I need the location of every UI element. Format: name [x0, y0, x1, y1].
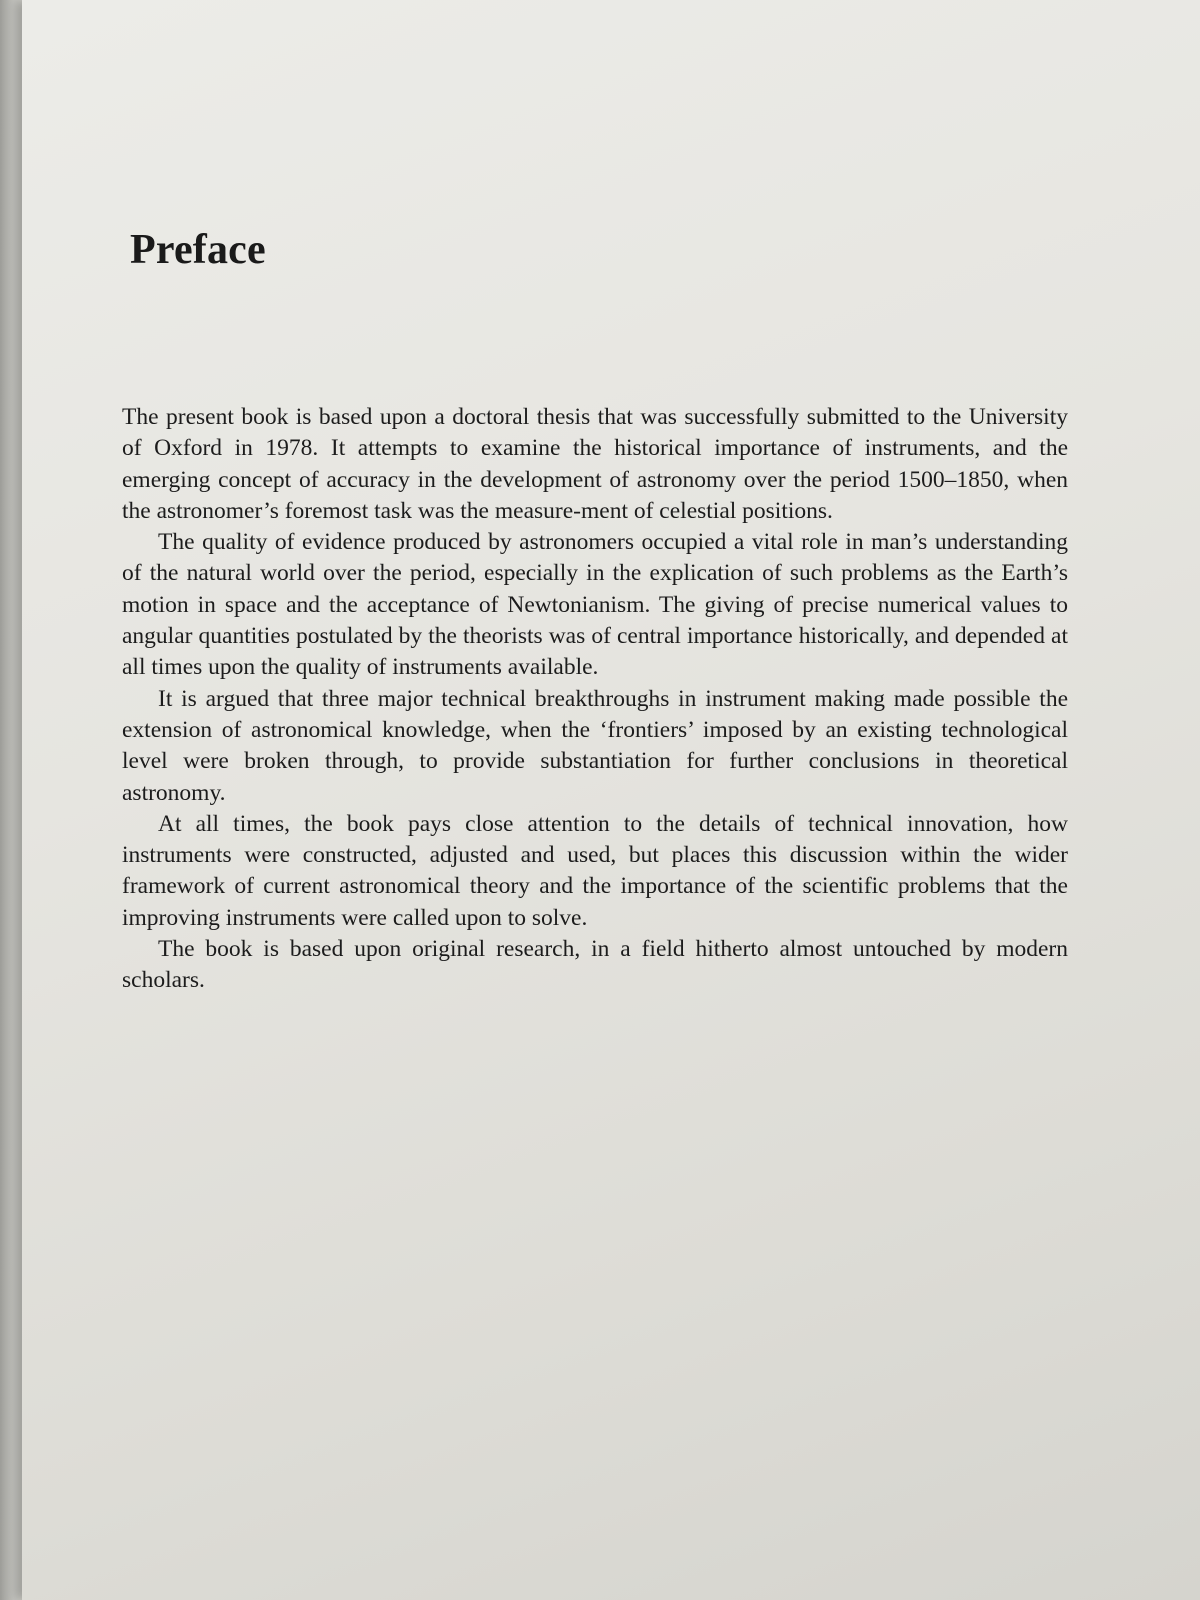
paragraph-3: It is argued that three major technical breakthroughs in instrument making made possible the extension of astronomical knowledge, when the ‘frontiers’ imposed by an existing technological level were broken through, to provide substantiation for further conclusions in theoretical astronomy. [122, 685, 1068, 806]
paragraph-5: The book is based upon original research, in a field hitherto almost untouched by modern scholars. [122, 936, 1068, 994]
paragraph-2: The quality of evidence produced by astronomers occupied a vital role in man’s understanding of the natural world over the period, especially in the explication of such problems as the Earth’s motion in space and the acceptance of Newtonianism. The giving of precise numerical values to angular quantities postulated by the theorists was of central importance historically, and depended at all times upon the quality of instruments available. [122, 529, 1068, 681]
preface-body [122, 402, 1068, 997]
page-title: Preface [130, 227, 266, 273]
paragraph-4: At all times, the book pays close attention to the details of technical innovation, how instruments were constructed, adjusted and used, but places this discussion within the wider framework of current astronomical theory and the importance of the scientific problems that the improving instruments were called upon to solve. [122, 810, 1068, 931]
paragraph-1: The present book is based upon a doctoral thesis that was successfully submitted to the University of Oxford in 1978. It attempts to examine the historical importance of instruments, and the emerging concept of accuracy in the development of astronomy over the period 1500–1850, when the astronomer’s foremost task was the measure-ment of celestial positions. [122, 404, 1068, 524]
book-page [22, 0, 1200, 1600]
book-spine-edge [0, 0, 22, 1600]
